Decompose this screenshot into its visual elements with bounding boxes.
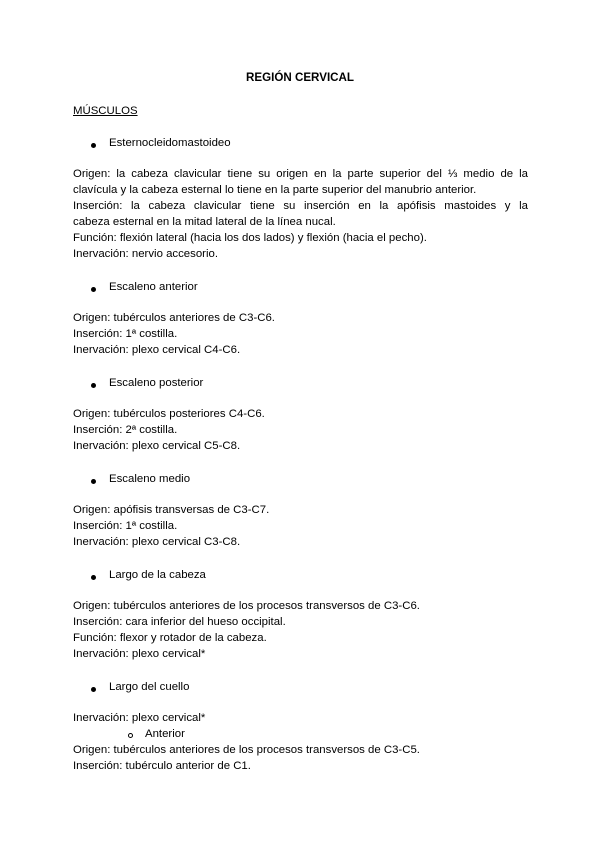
text-line: Inserción: la cabeza clavicular tiene su inserción en la apófisis mastoides y la bbox=[73, 200, 528, 212]
bullet-dot-icon bbox=[91, 687, 96, 692]
text-line: cabeza esternal en la mitad lateral de la línea nucal. bbox=[73, 216, 336, 228]
text-line: Origen: tubérculos anteriores de C3-C6. bbox=[73, 312, 275, 324]
bullet-dot-icon bbox=[91, 575, 96, 580]
text-line: Inserción: 1ª costilla. bbox=[73, 520, 178, 532]
hollow-bullet-icon bbox=[128, 733, 133, 738]
muscle-name: Largo de la cabeza bbox=[109, 569, 206, 581]
text-line: Inervación: plexo cervical C5-C8. bbox=[73, 440, 241, 452]
bullet-dot-icon bbox=[91, 287, 96, 292]
text-line: Inserción: tubérculo anterior de C1. bbox=[73, 760, 251, 772]
text-line: Origen: tubérculos anteriores de los procesos transversos de C3-C6. bbox=[73, 600, 420, 612]
muscle-name: Escaleno anterior bbox=[109, 281, 198, 293]
muscle-name: Esternocleidomastoideo bbox=[109, 137, 231, 149]
bullet-dot-icon bbox=[91, 143, 96, 148]
page-title: REGIÓN CERVICAL bbox=[245, 71, 354, 84]
text-line: Inserción: 2ª costilla. bbox=[73, 424, 178, 436]
bullet-dot-icon bbox=[91, 383, 96, 388]
text-line: clavícula y la cabeza esternal lo tiene en la parte superior del manubrio anterior. bbox=[73, 184, 477, 196]
section-heading-musculos: MÚSCULOS bbox=[73, 105, 138, 117]
text-line: Función: flexor y rotador de la cabeza. bbox=[73, 632, 267, 644]
text-line: Inervación: plexo cervical C4-C6. bbox=[73, 344, 241, 356]
text-line: Inervación: plexo cervical* bbox=[73, 648, 206, 660]
text-line: Inserción: 1ª costilla. bbox=[73, 328, 178, 340]
text-line: Origen: apófisis transversas de C3-C7. bbox=[73, 504, 270, 516]
text-line: Inervación: plexo cervical* bbox=[73, 712, 206, 724]
text-line: Origen: tubérculos anteriores de los procesos transversos de C3-C5. bbox=[73, 744, 420, 756]
bullet-dot-icon bbox=[91, 479, 96, 484]
subsection-name: Anterior bbox=[145, 728, 185, 740]
text-line: Inserción: cara inferior del hueso occipital. bbox=[73, 616, 286, 628]
text-line: Inervación: plexo cervical C3-C8. bbox=[73, 536, 241, 548]
text-line: Origen: tubérculos posteriores C4-C6. bbox=[73, 408, 265, 420]
text-line: Origen: la cabeza clavicular tiene su origen en la parte superior del ⅓ medio de la bbox=[73, 168, 528, 180]
muscle-name: Escaleno medio bbox=[109, 473, 191, 485]
text-line: Función: flexión lateral (hacia los dos lados) y flexión (hacia el pecho). bbox=[73, 232, 427, 244]
text-line: Inervación: nervio accesorio. bbox=[73, 248, 218, 260]
muscle-name: Escaleno posterior bbox=[109, 377, 204, 389]
muscle-name: Largo del cuello bbox=[109, 681, 190, 693]
